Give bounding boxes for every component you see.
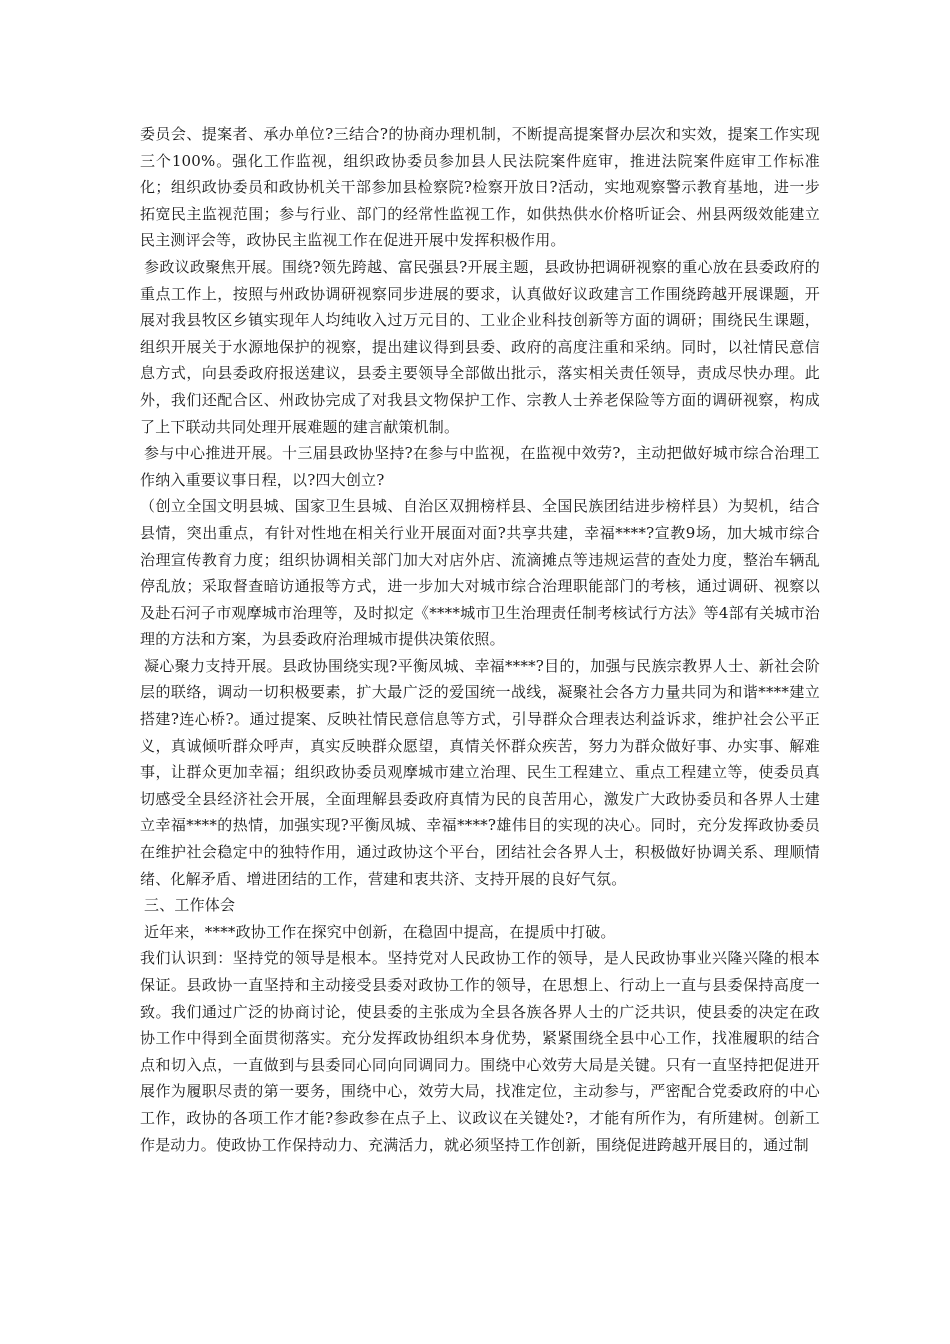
- section-heading-work-experience: 三、工作体会: [144, 896, 236, 915]
- document-page: [140, 121, 820, 1158]
- paragraph-understanding: 我们认识到：坚持党的领导是根本。坚持党对人民政协工作的领导，是人民政协事业兴隆兴隆的根本保证。县政协一直坚持和主动接受县委对政协工作的领导，在思想上、行动上一直与县委保持高度一致。我们通过广泛的协商讨论，使县委的主张成为全县各族各界人士的广泛共识，使县委的决定在政协工作中得到全面贯彻落实。充分发挥政协组织本身优势，紧紧围绕全县中心工作，找准履职的结合点和切入点，一直做到与县委同心同向同调同力。围绕中心效劳大局是关键。只有一直坚持把促进开展作为履职尽责的第一要务，围绕中心，效劳大局，找准定位，主动参与，严密配合党委政府的中心工作，政协的各项工作才能?参政参在点子上、议政议在关键处?，才能有所作为，有所建树。创新工作是动力。使政协工作保持动力、充满活力，就必须坚持工作创新，围绕促进跨越开展目的，通过制: [140, 949, 820, 1154]
- paragraph-four-creations: （创立全国文明县城、国家卫生县城、自治区双拥榜样县、全国民族团结进步榜样县）为契机，结合县情，突出重点，有针对性地在相关行业开展面对面?共享共建，幸福****?宣教9场，加大城市综合治理宣传教育力度；组织协调相关部门加大对店外店、流滴摊点等违规运营的查处力度，整治车辆乱停乱放；采取督查暗访通报等方式，进一步加大对城市综合治理职能部门的考核，通过调研、视察以及赴石河子市观摩城市治理等，及时拟定《****城市卫生治理责任制考核试行方法》等4部有关城市治理的方法和方案，为县委政府治理城市提供决策依照。: [140, 497, 820, 649]
- paragraph-unity: 凝心聚力支持开展。县政协围绕实现?平衡凤城、幸福****?目的，加强与民族宗教界人士、新社会阶层的联络，调动一切积极要素，扩大最广泛的爱国统一战线，凝聚社会各方力量共同为和谐****建立搭建?连心桥?。通过提案、反映社情民意信息等方式，引导群众合理表达利益诉求，维护社会公平正义，真诚倾听群众呼声，真实反映群众愿望，真情关怀群众疾苦，努力为群众做好事、办实事、解难事，让群众更加幸福；组织政协委员观摩城市建立治理、民生工程建立、重点工程建立等，使委员真切感受全县经济社会开展，全面理解县委政府真情为民的良苦用心，激发广大政协委员和各界人士建立幸福****的热情，加强实现?平衡凤城、幸福****?雄伟目的实现的决心。同时，充分发挥政协委员在维护社会稳定中的独特作用，通过政协这个平台，团结社会各界人士，积极做好协调关系、理顺情绪、化解矛盾、增进团结的工作，营建和衷共济、支持开展的良好气氛。: [140, 656, 820, 888]
- paragraph-policy-advice: 参政议政聚焦开展。围绕?领先跨越、富民强县?开展主题，县政协把调研视察的重心放在县委政府的重点工作上，按照与州政协调研视察同步进展的要求，认真做好议政建言工作围绕跨越开展课题，开展对我县牧区乡镇实现年人均纯收入过万元目的、工业企业科技创新等方面的调研；围绕民生课题，组织开展关于水源地保护的视察，提出建议得到县委、政府的高度注重和采纳。同时，以社情民意信息方式，向县委政府报送建议，县委主要领导全部做出批示，落实相关责任领导，责成尽快办理。此外，我们还配合区、州政协完成了对我县文物保护工作、宗教人士养老保险等方面的调研视察，构成了上下联动共同处理开展难题的建言献策机制。: [140, 257, 820, 436]
- paragraph-central-work: 参与中心推进开展。十三届县政协坚持?在参与中监视，在监视中效劳?，主动把做好城市综合治理工作纳入重要议事日程，以?四大创立?: [140, 444, 820, 489]
- paragraph-recent-years: 近年来，****政协工作在探究中创新，在稳固中提高，在提质中打破。: [144, 922, 616, 941]
- paragraph-supervision: 委员会、提案者、承办单位?三结合?的协商办理机制，不断提高提案督办层次和实效，提案工作实现三个100%。强化工作监视，组织政协委员参加县人民法院案件庭审，推进法院案件庭审工作标准化；组织政协委员和政协机关干部参加县检察院?检察开放日?活动，实地观察警示教育基地，进一步拓宽民主监视范围；参与行业、部门的经常性监视工作，如供热供水价格听证会、州县两级效能建立民主测评会等，政协民主监视工作在促进开展中发挥积极作用。: [140, 125, 820, 250]
